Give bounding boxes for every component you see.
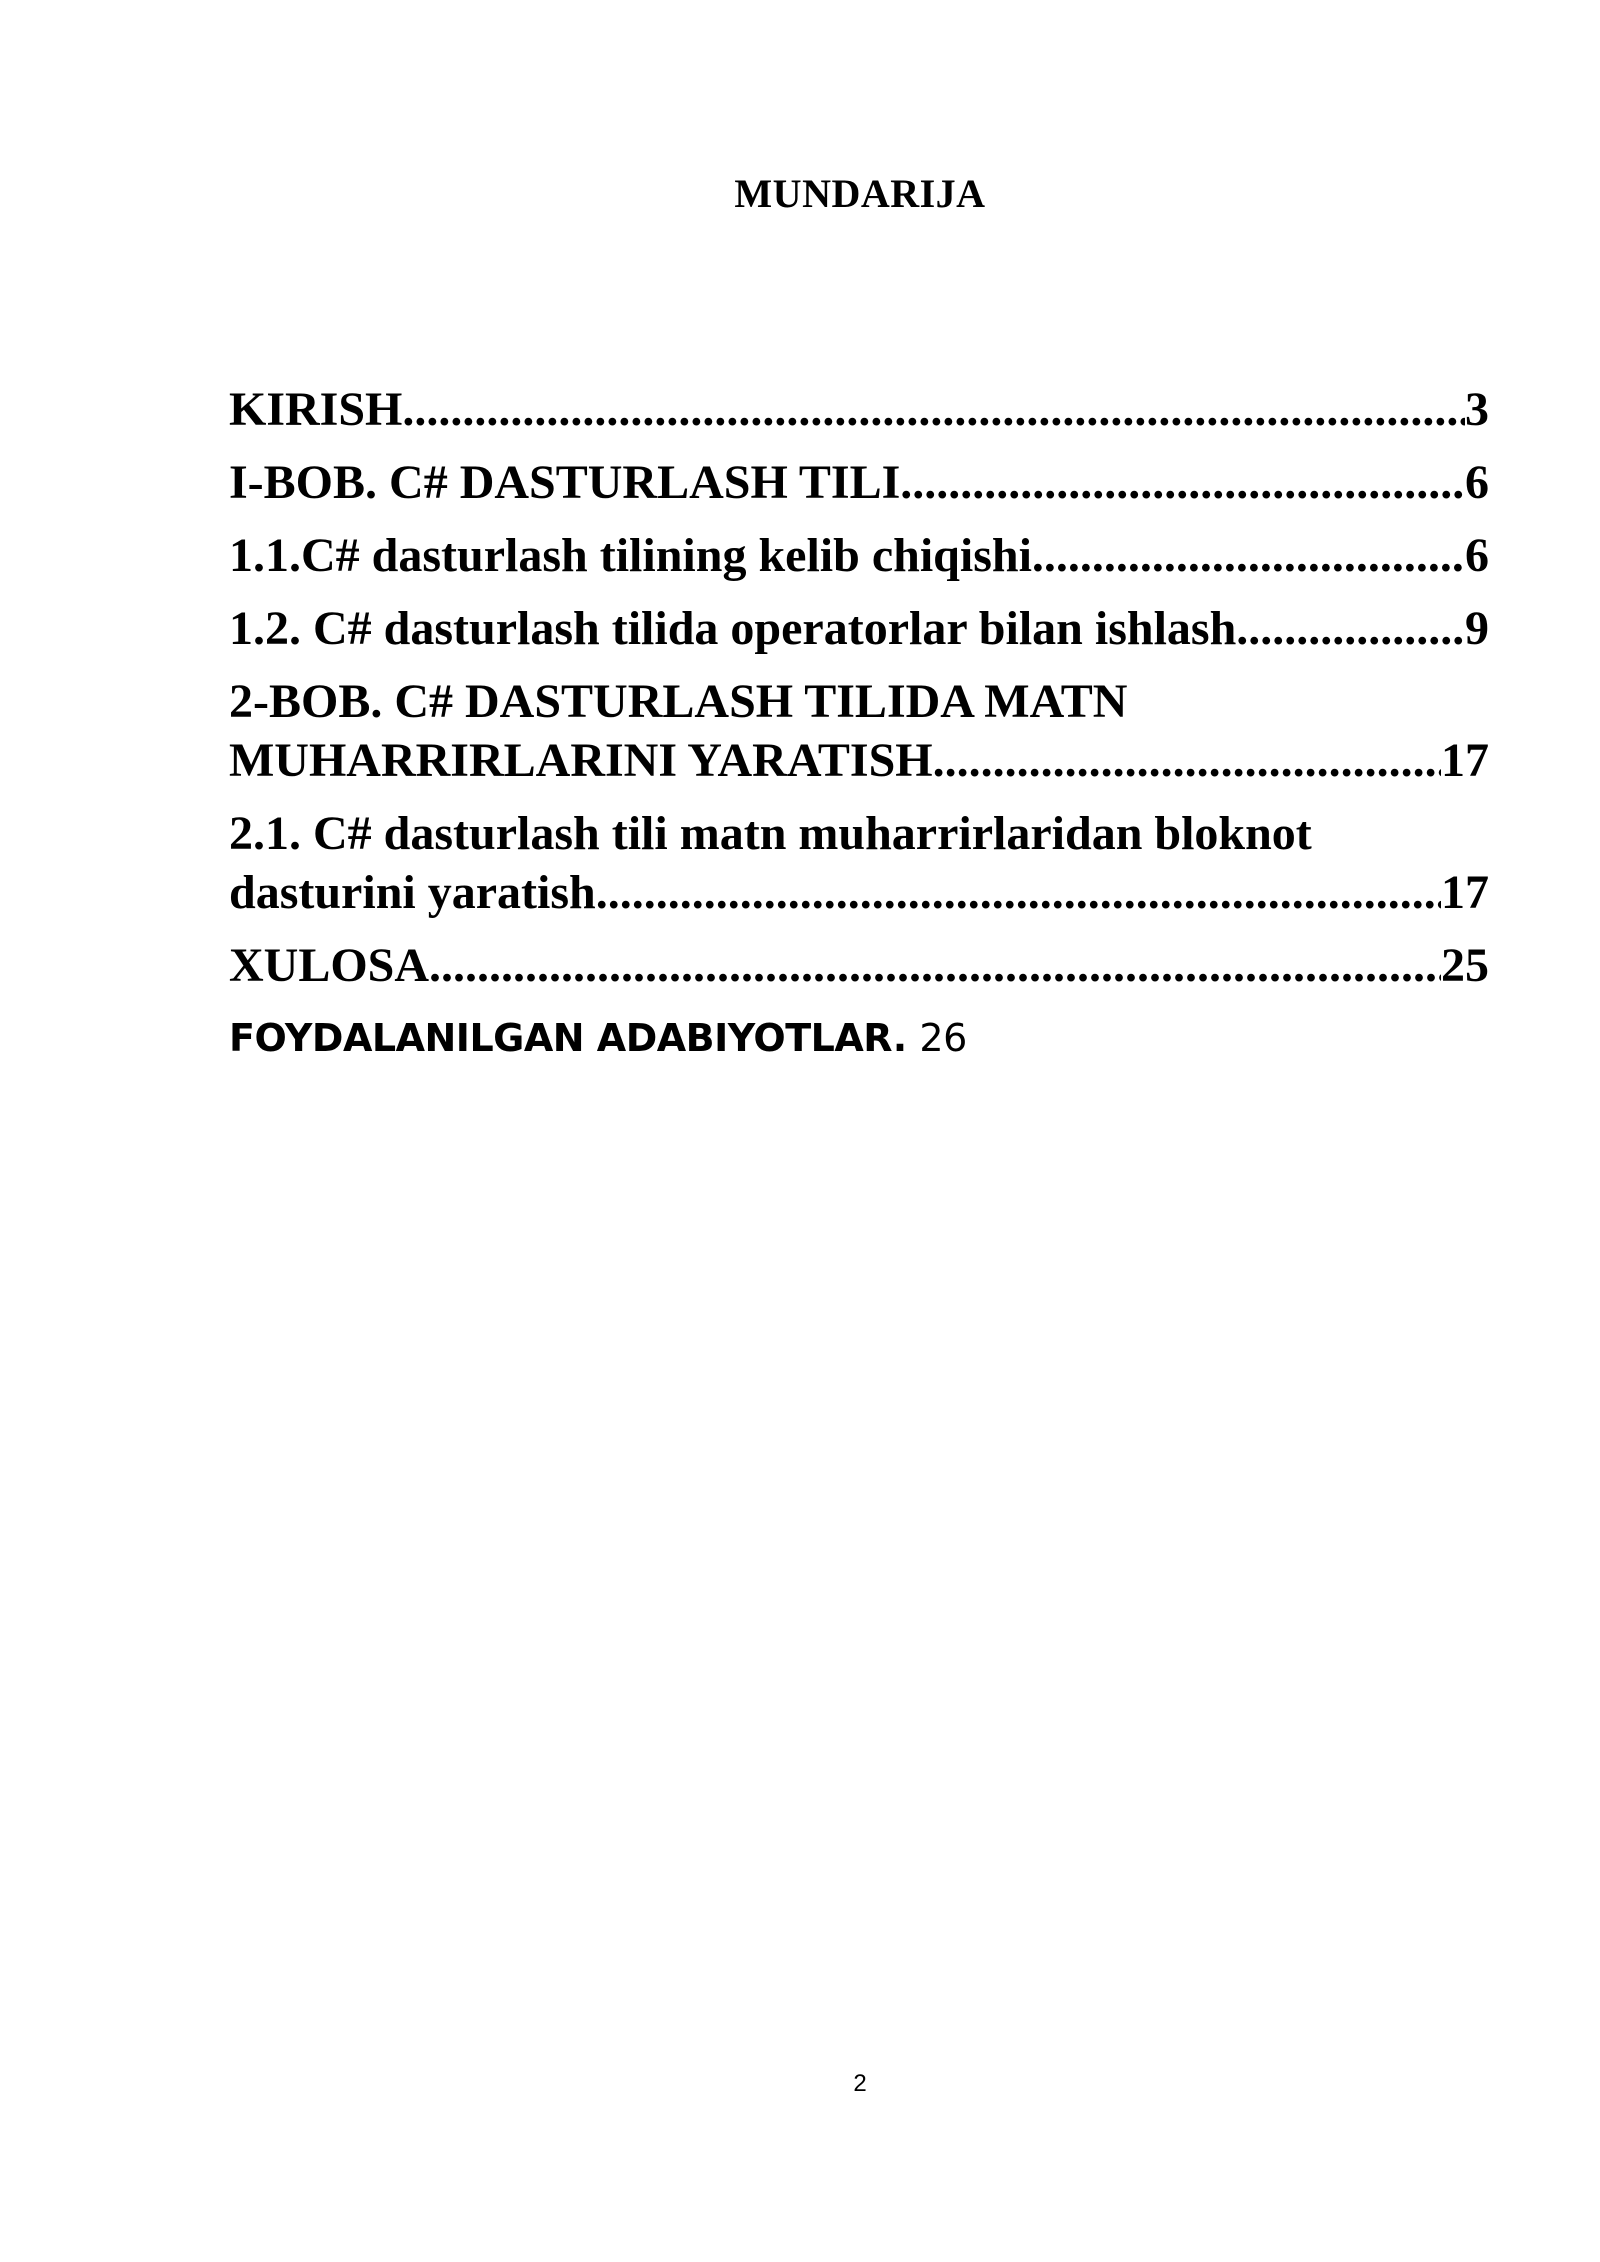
toc-entry-bob2[interactable] xyxy=(229,672,1489,790)
toc-entry-xulosa[interactable] xyxy=(229,936,1489,995)
toc-entry-label-line1: 2.1. C# dasturlash tili matn muharrirlaridan bloknot xyxy=(229,807,1312,860)
toc-entry-2-1[interactable] xyxy=(229,804,1489,922)
dot-leader xyxy=(596,863,1441,922)
dot-leader xyxy=(1236,599,1465,658)
toc-entry-adabiyotlar[interactable] xyxy=(229,1009,1489,1068)
toc-entry-page: 6 xyxy=(1465,529,1489,582)
table-of-contents xyxy=(229,380,1489,1082)
toc-entry-label: XULOSA xyxy=(229,939,430,992)
toc-entry-label: 1.2. C# dasturlash tilida operatorlar bilan ishlash xyxy=(229,602,1237,655)
toc-entry-label: KIRISH xyxy=(229,383,403,436)
page-title: MUNDARIJA xyxy=(734,171,986,216)
toc-entry-page: 6 xyxy=(1465,456,1489,509)
toc-entry-label: I-BOB. C# DASTURLASH TILI xyxy=(229,456,901,509)
toc-entry-label-line1: 2-BOB. C# DASTURLASH TILIDA MATN xyxy=(229,675,1128,728)
toc-entry-page: 9 xyxy=(1465,602,1489,655)
toc-entry-page: 3 xyxy=(1465,383,1489,436)
toc-entry-bob1[interactable] xyxy=(229,453,1489,512)
toc-entry-label-line2: MUHARRIRLARINI YARATISH xyxy=(229,734,933,787)
page-number: 2 xyxy=(853,2070,867,2097)
toc-entry-label-line2: dasturini yaratish xyxy=(229,866,596,919)
toc-entry-label: FOYDALANILGAN ADABIYOTLAR. xyxy=(229,1016,907,1060)
toc-entry-1-1[interactable] xyxy=(229,526,1489,585)
dot-leader xyxy=(402,380,1465,439)
toc-entry-page: 25 xyxy=(1441,939,1489,992)
toc-entry-label: 1.1.C# dasturlash tilining kelib chiqishi xyxy=(229,529,1032,582)
toc-entry-page: 17 xyxy=(1441,866,1489,919)
toc-entry-page: 26 xyxy=(919,1016,967,1060)
dot-leader xyxy=(933,731,1441,790)
toc-entry-kirish[interactable] xyxy=(229,380,1489,439)
dot-leader xyxy=(900,453,1465,512)
toc-entry-page: 17 xyxy=(1441,734,1489,787)
toc-entry-1-2[interactable] xyxy=(229,599,1489,658)
dot-leader xyxy=(429,936,1441,995)
dot-leader xyxy=(1032,526,1465,585)
